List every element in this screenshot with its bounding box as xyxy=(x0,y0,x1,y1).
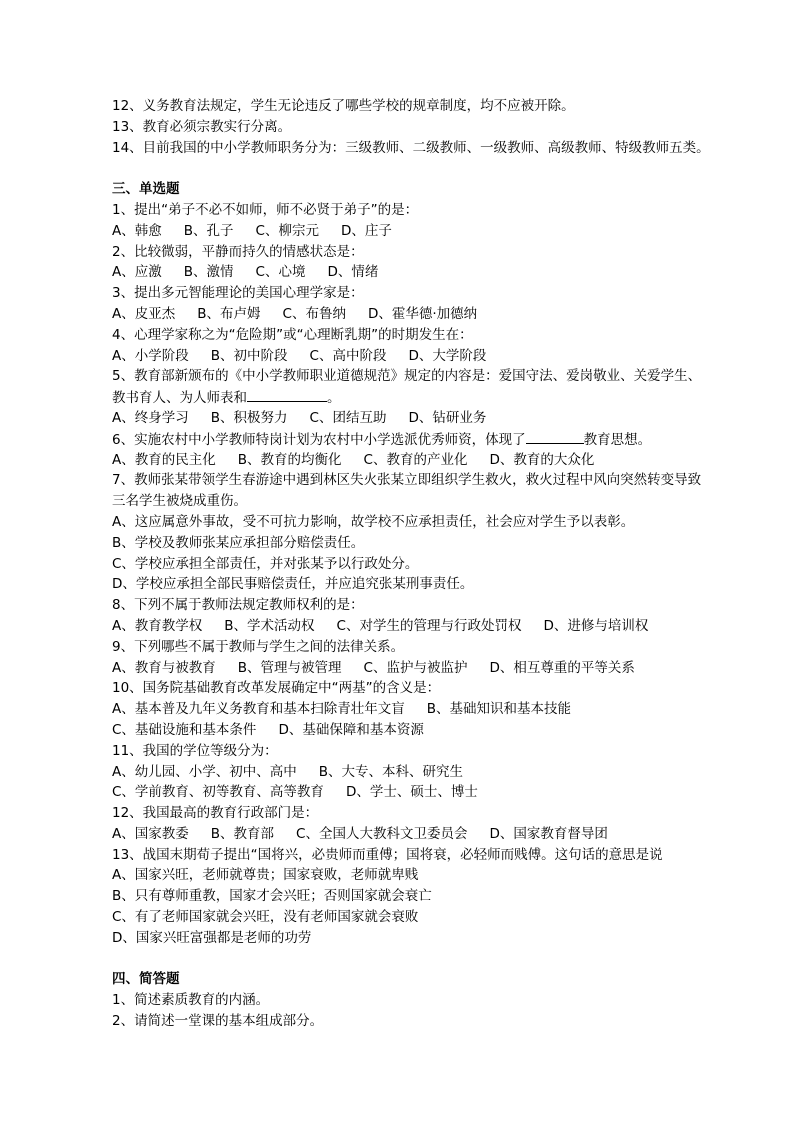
option: C、对学生的管理与行政处罚权 xyxy=(336,617,522,634)
q10-stem: 10、国务院基础教育改革发展确定中“两基”的含义是： xyxy=(112,680,441,697)
q6-options xyxy=(112,450,752,471)
q8-stem: 8、下列不属于教师法规定教师权利的是： xyxy=(112,597,364,614)
q6-stem-end: 教育思想。 xyxy=(583,431,652,448)
q1-stem: 1、提出“弟子不必不如师，师不必贤于弟子”的是： xyxy=(112,201,419,218)
q4-options xyxy=(112,346,752,367)
option: D、庄子 xyxy=(340,222,392,239)
option: D、学士、硕士、博士 xyxy=(345,784,478,801)
option: D、进修与培训权 xyxy=(543,617,649,634)
tf-question-12: 12、义务教育法规定，学生无论违反了哪些学校的规章制度，均不应被开除。 xyxy=(112,98,575,114)
option: B、教育的均衡化 xyxy=(237,451,342,468)
document-page xyxy=(112,96,752,1032)
q6-stem-text: 6、实施农村中小学教师特岗计划为农村中小学选派优秀师资，体现了 xyxy=(112,431,526,448)
option: D、情绪 xyxy=(327,264,379,281)
option: B、教育部 xyxy=(210,825,275,842)
section-heading-short-answer: 四、简答题 xyxy=(112,971,180,988)
q2-stem: 2、比较微弱，平静而持久的情感状态是： xyxy=(112,243,364,260)
q8-options xyxy=(112,616,752,637)
q7-option-b: B、学校及教师张某应承担部分赔偿责任。 xyxy=(112,534,365,551)
fill-blank xyxy=(526,429,584,444)
option: C、布鲁纳 xyxy=(282,305,346,322)
option: B、大专、本科、研究生 xyxy=(318,763,464,780)
option: B、学术活动权 xyxy=(224,617,315,634)
q13-stem: 13、战国末期荀子提出“国将兴，必贵师而重傅；国将衰，必轻师而贱傅。这句话的意思是说 xyxy=(112,846,663,863)
option: D、教育的大众化 xyxy=(489,451,595,468)
q5-stem-end: 。 xyxy=(327,390,341,407)
q5-stem-line2 xyxy=(112,387,752,408)
q7-option-a: A、这应属意外事故，受不可抗力影响，故学校不应承担责任，社会应对学生予以表彰。 xyxy=(112,513,635,530)
option: A、韩愈 xyxy=(112,222,162,239)
spacer xyxy=(112,949,752,970)
option: D、霍华德·加德纳 xyxy=(367,305,478,322)
option: A、皮亚杰 xyxy=(112,305,176,322)
section-heading-single-choice: 三、单选题 xyxy=(112,181,180,198)
option: A、幼儿园、小学、初中、高中 xyxy=(112,763,297,780)
option: C、团结互助 xyxy=(309,409,387,426)
option: D、大学阶段 xyxy=(408,347,487,364)
tf-question-14: 14、目前我国的中小学教师职务分为：三级教师、二级教师、一级教师、高级教师、特级教师五类。 xyxy=(112,139,710,156)
fill-blank xyxy=(247,387,327,402)
q9-options xyxy=(112,658,752,679)
option: C、基础设施和基本条件 xyxy=(112,721,257,738)
q13-option-c: C、有了老师国家就会兴旺，没有老师国家就会衰败 xyxy=(112,909,419,926)
option: B、初中阶段 xyxy=(210,347,288,364)
q1-options xyxy=(112,221,752,242)
q7-stem-line2: 三名学生被烧成重伤。 xyxy=(112,493,247,510)
option: C、教育的产业化 xyxy=(363,451,468,468)
option: D、钻研业务 xyxy=(408,409,487,426)
option: A、小学阶段 xyxy=(112,347,189,364)
option: C、全国人大教科文卫委员会 xyxy=(296,825,468,842)
q13-option-a: A、国家兴旺，老师就尊贵；国家衰败，老师就卑贱 xyxy=(112,867,419,884)
q7-option-d: D、学校应承担全部民事赔偿责任，并应追究张某刑事责任。 xyxy=(112,576,474,593)
q13-option-d: D、国家兴旺富强都是老师的功劳 xyxy=(112,929,312,946)
q7-option-c: C、学校应承担全部责任，并对张某予以行政处分。 xyxy=(112,555,419,572)
q5-stem-line1: 5、教育部新颁布的《中小学教师职业道德规范》规定的内容是：爱国守法、爱岗敬业、关爱学生、 xyxy=(112,368,702,385)
q5-stem-text: 教书育人、为人师表和 xyxy=(112,390,247,407)
option: B、基础知识和基本技能 xyxy=(426,701,572,718)
option: C、学前教育、初等教育、高等教育 xyxy=(112,784,324,801)
option: A、应激 xyxy=(112,264,162,281)
option: D、国家教育督导团 xyxy=(489,825,608,842)
q7-stem-line1: 7、教师张某带领学生春游途中遇到林区失火张某立即组织学生救火，救火过程中风向突然转变导致 xyxy=(112,472,702,489)
q10-options-row1 xyxy=(112,699,752,720)
option: B、孔子 xyxy=(183,222,234,239)
option: C、柳宗元 xyxy=(255,222,319,239)
option: D、基础保障和基本资源 xyxy=(278,721,424,738)
option: B、积极努力 xyxy=(210,409,288,426)
q10-options-row2 xyxy=(112,720,752,741)
option: A、教育的民主化 xyxy=(112,451,216,468)
q12-options xyxy=(112,824,752,845)
short-answer-q1: 1、简述素质教育的内涵。 xyxy=(112,992,270,1009)
short-answer-q2: 2、请简述一堂课的基本组成部分。 xyxy=(112,1013,324,1030)
option: C、监护与被监护 xyxy=(363,659,468,676)
tf-question-13: 13、教育必须宗教实行分离。 xyxy=(112,118,292,135)
option: C、心境 xyxy=(255,264,306,281)
q11-stem: 11、我国的学位等级分为： xyxy=(112,742,278,759)
q11-options-row2 xyxy=(112,782,752,803)
option: C、高中阶段 xyxy=(309,347,387,364)
q4-stem: 4、心理学家称之为“危险期”或“心理断乳期”的时期发生在： xyxy=(112,326,473,343)
q6-stem xyxy=(112,429,752,450)
option: D、相互尊重的平等关系 xyxy=(489,659,635,676)
q3-options xyxy=(112,304,752,325)
q3-stem: 3、提出多元智能理论的美国心理学家是： xyxy=(112,285,364,302)
option: A、基本普及九年义务教育和基本扫除青壮年文盲 xyxy=(112,701,405,718)
option: B、管理与被管理 xyxy=(237,659,342,676)
spacer xyxy=(112,158,752,179)
option: A、教育与被教育 xyxy=(112,659,216,676)
option: A、教育教学权 xyxy=(112,617,203,634)
option: A、终身学习 xyxy=(112,409,189,426)
option: B、激情 xyxy=(183,264,234,281)
q5-options xyxy=(112,408,752,429)
q9-stem: 9、下列哪些不属于教师与学生之间的法律关系。 xyxy=(112,638,405,655)
option: B、布卢姆 xyxy=(197,305,261,322)
q11-options-row1 xyxy=(112,762,752,783)
option: A、国家教委 xyxy=(112,825,189,842)
q12-stem: 12、我国最高的教育行政部门是： xyxy=(112,805,319,822)
q2-options xyxy=(112,262,752,283)
q13-option-b: B、只有尊师重教，国家才会兴旺；否则国家就会衰亡 xyxy=(112,888,432,905)
